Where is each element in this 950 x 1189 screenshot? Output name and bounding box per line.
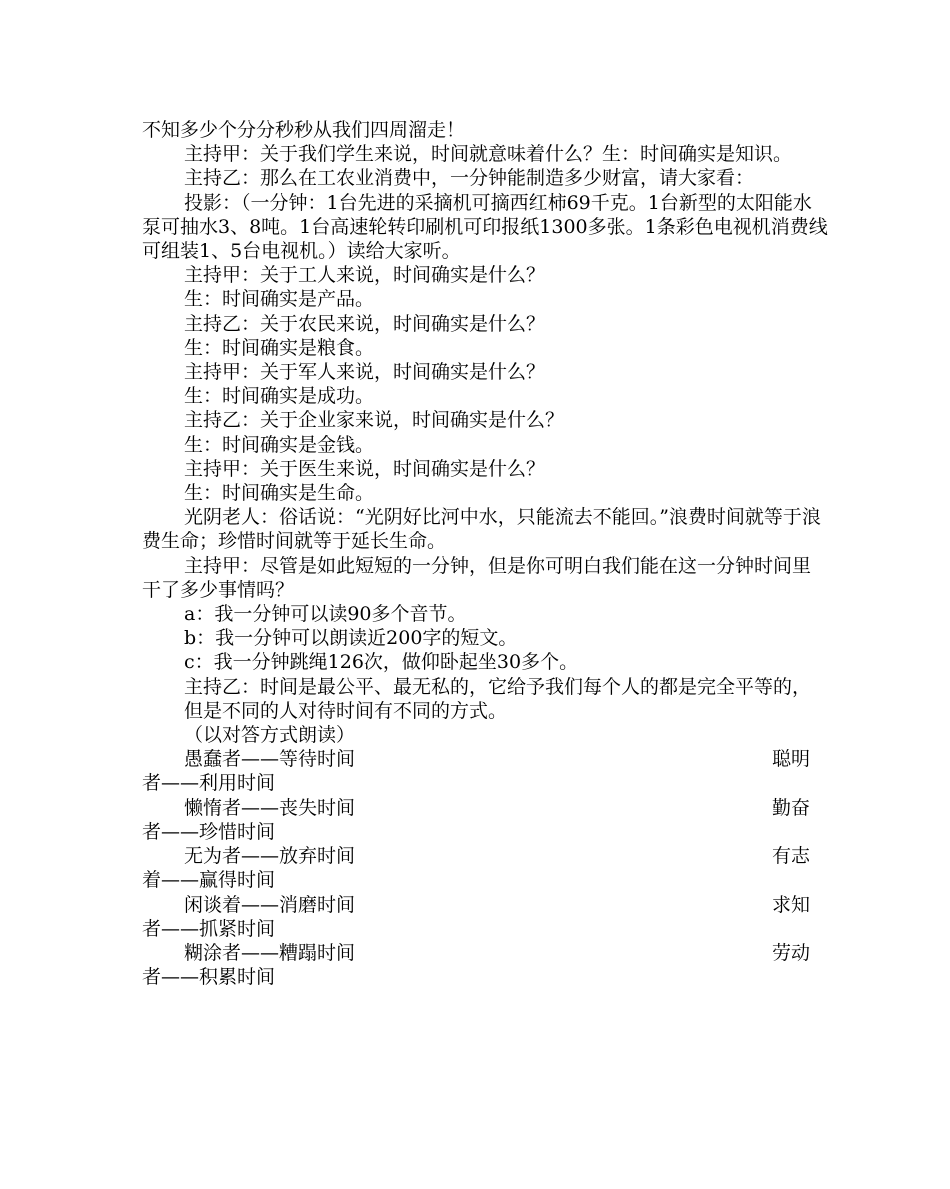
contrast-pair bbox=[142, 747, 828, 795]
paragraph: 主持甲：尽管是如此短短的一分钟，但是你可明白我们能在这一分钟时间里干了多少事情吗？ bbox=[142, 554, 812, 601]
paragraph: 生：时间确实是成功。 bbox=[184, 385, 375, 408]
pair-left: 愚蠢者——等待时间 bbox=[184, 748, 356, 771]
contrast-pair bbox=[142, 941, 828, 989]
paragraph: 主持乙：关于农民来说，时间确实是什么？ bbox=[184, 312, 546, 335]
pair-right-head: 聪明 bbox=[771, 748, 810, 771]
pair-left: 糊涂者——糟蹋时间 bbox=[184, 941, 356, 964]
contrast-pair bbox=[142, 893, 828, 941]
pair-right-tail: 者——珍惜时间 bbox=[142, 820, 276, 843]
paragraph: 主持乙：时间是最公平、最无私的，它给予我们每个人的都是完全平等的， bbox=[184, 675, 812, 698]
paragraph: 生：时间确实是产品。 bbox=[184, 288, 375, 311]
pair-left: 无为者——放弃时间 bbox=[184, 845, 356, 868]
pair-left: 懒惰者——丧失时间 bbox=[184, 796, 356, 819]
paragraph: b：我一分钟可以朗读近200字的短文。 bbox=[184, 627, 518, 650]
pair-right-head: 求知 bbox=[771, 893, 810, 916]
document-body bbox=[142, 118, 828, 989]
paragraph: 投影：（一分钟：1台先进的采摘机可摘西红柿69千克。1台新型的太阳能水泵可抽水3、8吨。1台高速轮转印刷机可印报纸1300多张。1条彩色电视机消费线可组装1、5台电视机。）读给大家听。 bbox=[142, 191, 828, 263]
paragraph: 主持乙：关于企业家来说，时间确实是什么？ bbox=[184, 409, 565, 432]
paragraph: 主持甲：关于医生来说，时间确实是什么？ bbox=[184, 457, 546, 480]
paragraph: 但是不同的人对待时间有不同的方式。 bbox=[184, 699, 508, 722]
pair-right-head: 勤奋 bbox=[771, 796, 810, 819]
pair-right-head: 劳动 bbox=[771, 941, 810, 964]
paragraph: 主持甲：关于我们学生来说，时间就意味着什么？生：时间确实是知识。 bbox=[184, 143, 793, 166]
paragraph: 生：时间确实是粮食。 bbox=[184, 336, 375, 359]
pair-right-head: 有志 bbox=[771, 845, 810, 868]
contrast-pair bbox=[142, 844, 828, 892]
pair-left: 闲谈着——消磨时间 bbox=[184, 893, 356, 916]
pair-right-tail: 者——抓紧时间 bbox=[142, 917, 276, 940]
paragraph: 主持甲：关于工人来说，时间确实是什么？ bbox=[184, 264, 546, 287]
paragraph: c：我一分钟跳绳126次，做仰卧起坐30多个。 bbox=[184, 651, 579, 674]
paragraph: 主持甲：关于军人来说，时间确实是什么？ bbox=[184, 361, 546, 384]
paragraph: a：我一分钟可以读90多个音节。 bbox=[184, 603, 467, 626]
paragraph: 主持乙：那么在工农业消费中，一分钟能制造多少财富，请大家看： bbox=[184, 167, 755, 190]
pair-right-tail: 者——积累时间 bbox=[142, 966, 276, 989]
paragraph: 生：时间确实是生命。 bbox=[184, 482, 375, 505]
paragraph: 光阴老人：俗话说：“光阴好比河中水，只能流去不能回。”浪费时间就等于浪费生命；珍惜时间就等于延长生命。 bbox=[142, 506, 821, 553]
contrast-pair bbox=[142, 796, 828, 844]
paragraph: 生：时间确实是金钱。 bbox=[184, 433, 375, 456]
paragraph: 不知多少个分分秒秒从我们四周溜走！ bbox=[142, 119, 466, 141]
paragraph: （以对答方式朗读） bbox=[184, 724, 356, 747]
pair-right-tail: 着——赢得时间 bbox=[142, 869, 276, 892]
pair-right-tail: 者——利用时间 bbox=[142, 772, 276, 795]
